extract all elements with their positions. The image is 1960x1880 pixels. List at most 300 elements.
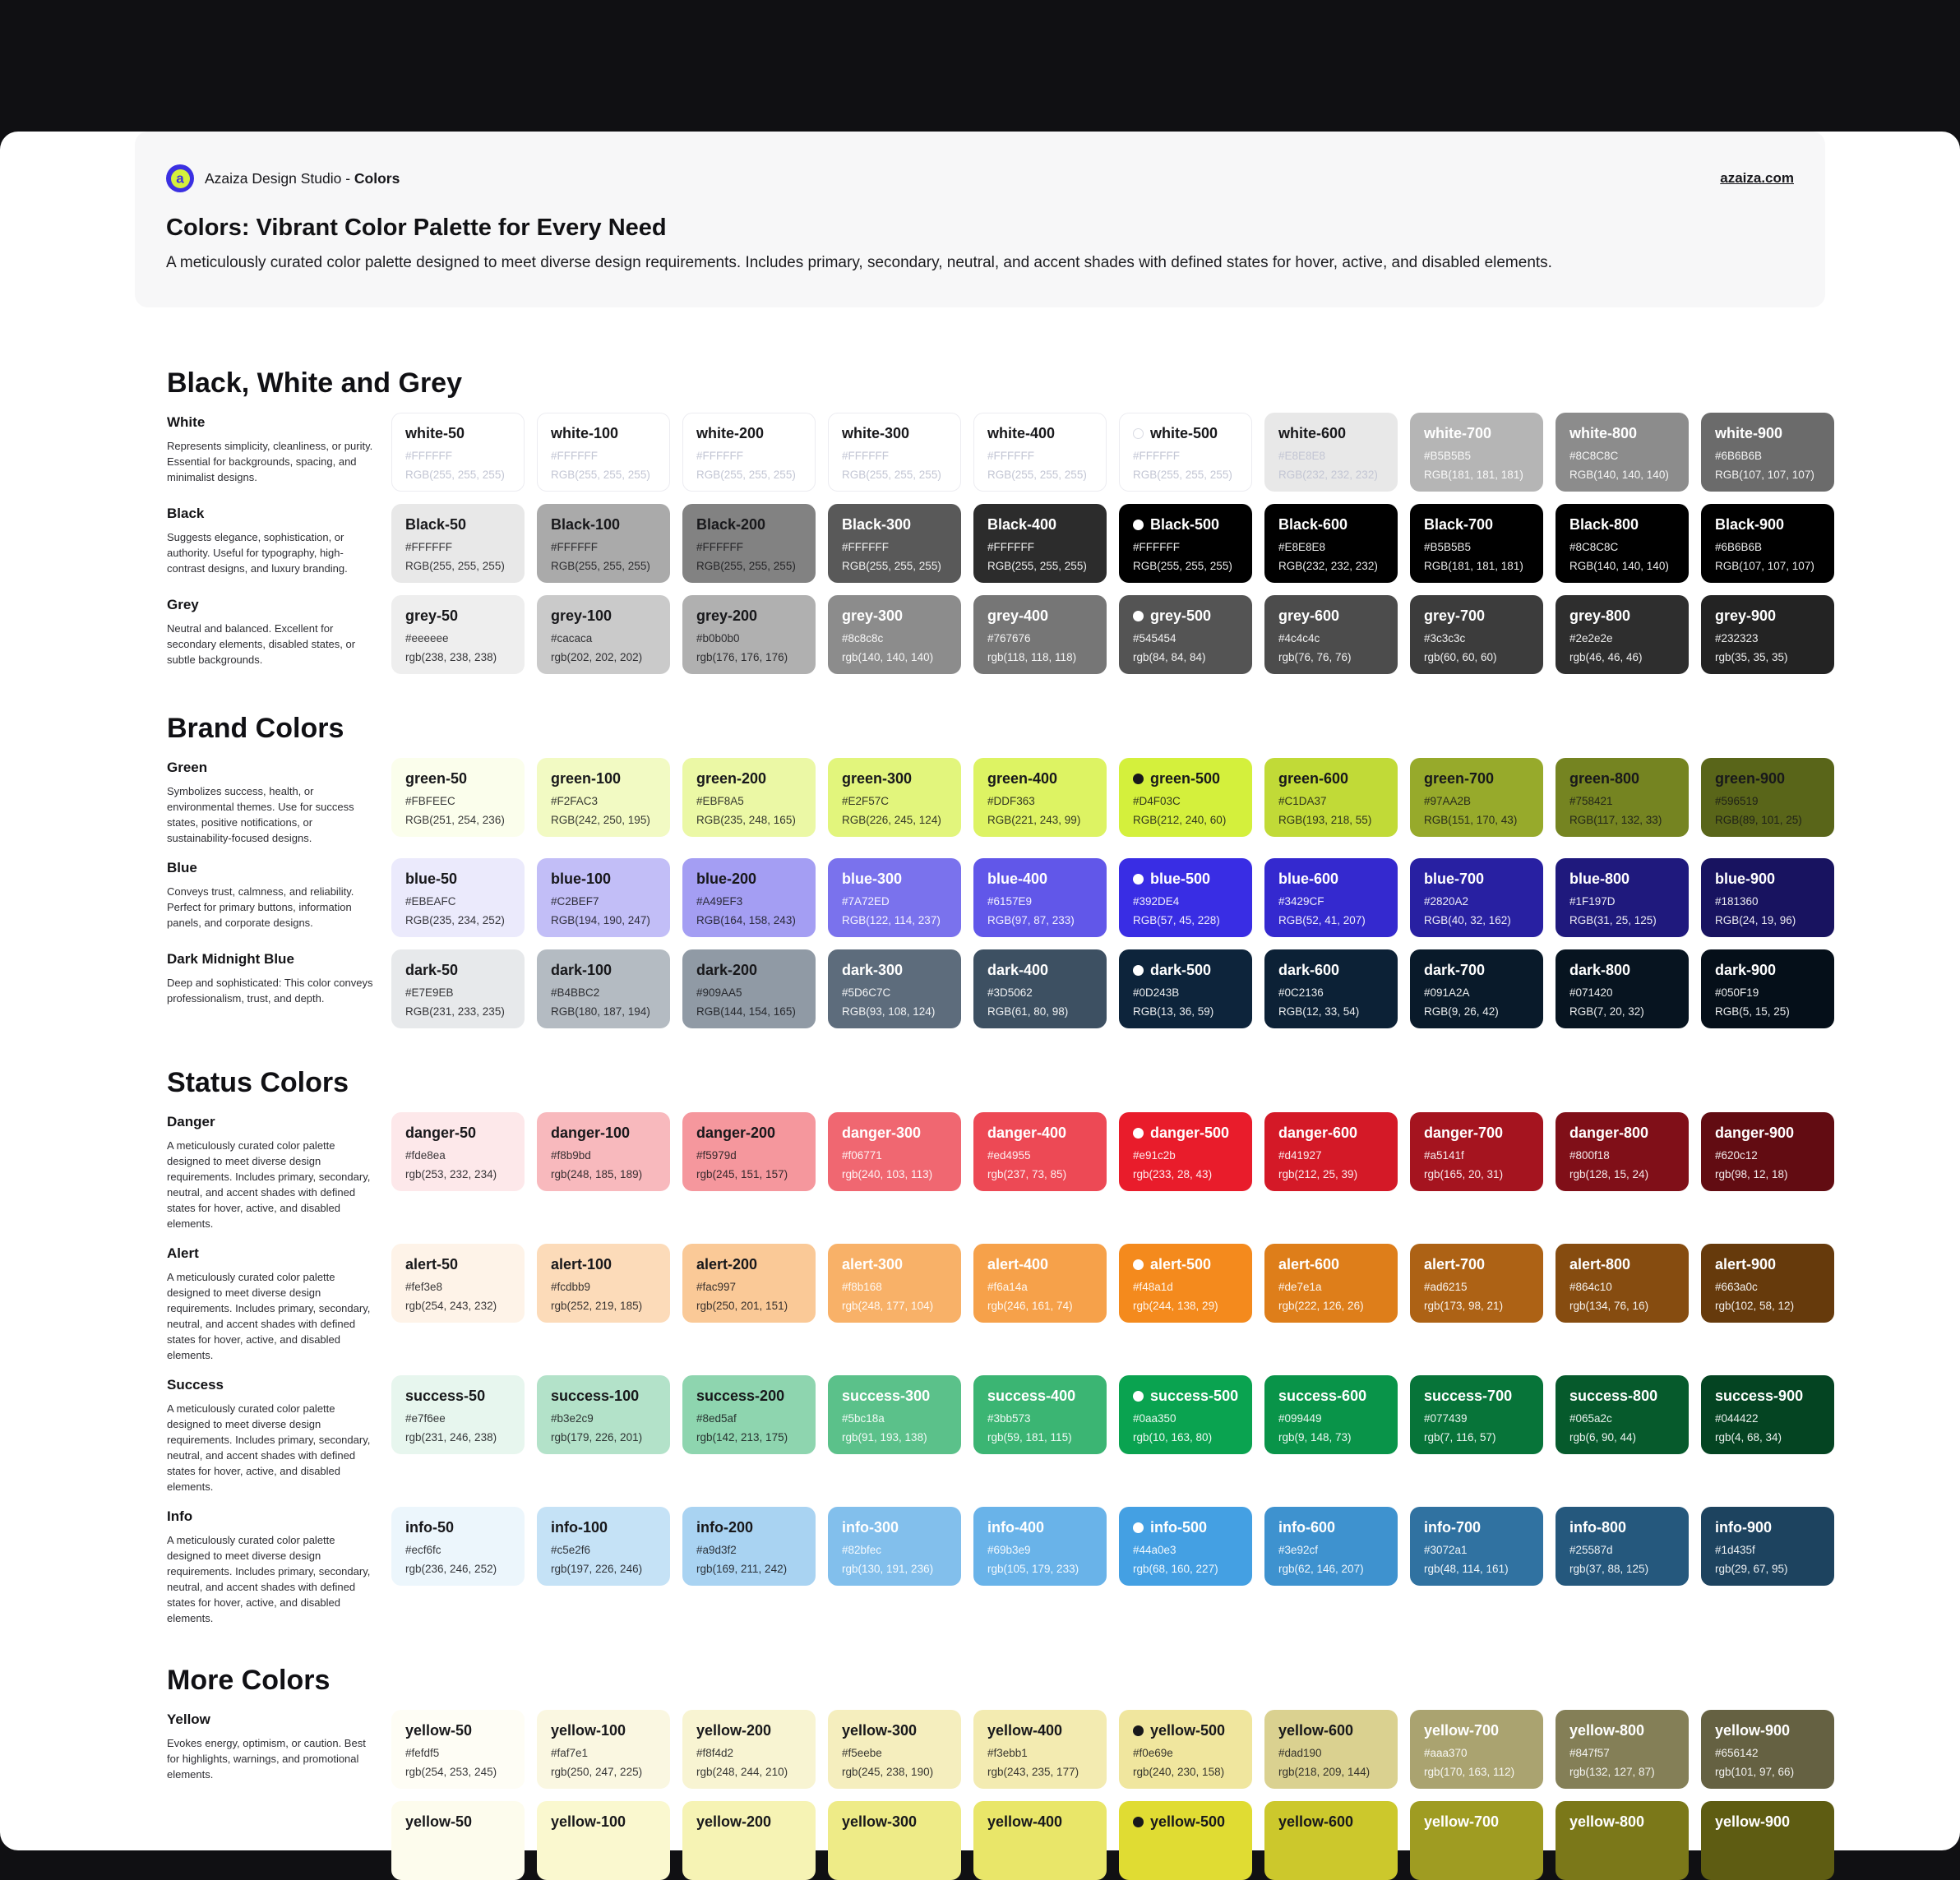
swatch-grey-100[interactable]	[537, 595, 670, 674]
swatch-blue-100[interactable]	[537, 858, 670, 937]
swatch-hex: #f8f4d2	[696, 1747, 734, 1759]
swatch-success-900[interactable]	[1701, 1375, 1834, 1454]
swatch-grey-500[interactable]	[1119, 595, 1252, 674]
swatch-blue-700[interactable]	[1410, 858, 1543, 937]
swatch-alert-100[interactable]	[537, 1244, 670, 1323]
swatch-white-200[interactable]	[682, 413, 816, 492]
swatch-hex: #fefdf5	[405, 1747, 440, 1759]
swatch-rgb: RGB(235, 248, 165)	[696, 814, 796, 826]
swatch-name: white-700	[1424, 425, 1492, 441]
swatch-danger-300[interactable]	[828, 1112, 961, 1191]
swatch-rgb: RGB(24, 19, 96)	[1715, 914, 1796, 926]
swatch-rgb: RGB(61, 80, 98)	[987, 1005, 1069, 1018]
section	[0, 367, 1960, 674]
swatch-title	[1715, 1519, 1821, 1536]
swatch-hex: #044422	[1715, 1412, 1759, 1425]
swatch-name: blue-700	[1424, 871, 1485, 887]
swatch-title	[1133, 1813, 1239, 1831]
swatch-name: alert-50	[405, 1256, 459, 1273]
swatch-info-700[interactable]	[1410, 1507, 1543, 1586]
swatch-rgb: RGB(117, 132, 33)	[1569, 814, 1662, 826]
swatch-hex: #82bfec	[842, 1544, 882, 1556]
swatch-hex: #847f57	[1569, 1747, 1610, 1759]
swatch-title	[1569, 1256, 1676, 1273]
swatch-danger-400[interactable]	[973, 1112, 1107, 1191]
row-info	[167, 758, 391, 846]
swatch-name: white-50	[405, 425, 465, 441]
section-heading: Brand Colors	[167, 713, 344, 744]
swatch-rgb: rgb(10, 163, 80)	[1133, 1431, 1213, 1443]
swatch-black-100[interactable]	[537, 504, 670, 583]
swatch-title	[842, 1256, 948, 1273]
swatch-grey-300[interactable]	[828, 595, 961, 674]
swatch-name: white-800	[1569, 425, 1638, 441]
swatch-title	[551, 1519, 657, 1536]
swatch-title	[696, 607, 802, 625]
swatch-name: white-900	[1715, 425, 1783, 441]
swatch-rgb: RGB(9, 26, 42)	[1424, 1005, 1499, 1018]
swatch-hex: #5D6C7C	[842, 986, 891, 999]
swatch-black-300[interactable]	[828, 504, 961, 583]
swatch-success-100[interactable]	[537, 1375, 670, 1454]
swatch-hex: #5bc18a	[842, 1412, 885, 1425]
swatch-white-300[interactable]	[828, 413, 961, 492]
swatch-title	[551, 1388, 657, 1405]
swatch-name: grey-300	[842, 607, 904, 624]
swatch-title	[405, 607, 511, 625]
swatch-yellow-50[interactable]	[391, 1710, 525, 1789]
swatch-name: green-600	[1278, 770, 1349, 787]
swatch-yellow-700[interactable]	[1410, 1801, 1543, 1880]
swatch-dark-50[interactable]	[391, 949, 525, 1028]
swatch-name: grey-800	[1569, 607, 1631, 624]
swatch-danger-700[interactable]	[1410, 1112, 1543, 1191]
swatch-blue-900[interactable]	[1701, 858, 1834, 937]
swatch-yellow-600[interactable]	[1264, 1801, 1398, 1880]
swatch-title	[1278, 1125, 1384, 1142]
swatch-hex: #6B6B6B	[1715, 541, 1763, 553]
swatch-title	[405, 1125, 511, 1142]
page-name: Colors	[354, 169, 400, 187]
row-label: White	[167, 414, 206, 430]
swatch-title	[551, 770, 657, 788]
swatch-title	[696, 1388, 802, 1405]
swatch-dark-300[interactable]	[828, 949, 961, 1028]
swatch-title	[1569, 1388, 1676, 1405]
brand-text	[205, 170, 400, 187]
swatch-title	[987, 1256, 1093, 1273]
swatch-rgb: rgb(237, 73, 85)	[987, 1168, 1067, 1180]
swatch-hex: #fcdbb9	[551, 1281, 591, 1293]
swatch-rgb: RGB(255, 255, 255)	[842, 469, 941, 481]
swatch-yellow-500[interactable]	[1119, 1801, 1252, 1880]
swatch-hex: #ad6215	[1424, 1281, 1468, 1293]
swatch-success-400[interactable]	[973, 1375, 1107, 1454]
swatch-title	[1715, 1722, 1821, 1739]
swatch-title	[842, 770, 948, 788]
swatch-dark-600[interactable]	[1264, 949, 1398, 1028]
swatch-title	[1424, 516, 1530, 534]
swatch-green-400[interactable]	[973, 758, 1107, 837]
swatch-black-900[interactable]	[1701, 504, 1834, 583]
swatch-dark-200[interactable]	[682, 949, 816, 1028]
swatch-name: yellow-700	[1424, 1813, 1500, 1830]
swatch-dark-400[interactable]	[973, 949, 1107, 1028]
swatch-blue-800[interactable]	[1556, 858, 1689, 937]
swatch-name: dark-800	[1569, 962, 1631, 978]
swatch-white-100[interactable]	[537, 413, 670, 492]
swatch-green-700[interactable]	[1410, 758, 1543, 837]
swatch-name: dark-200	[696, 962, 758, 978]
swatch-danger-600[interactable]	[1264, 1112, 1398, 1191]
swatch-name: yellow-600	[1278, 1722, 1354, 1739]
swatch-title	[1133, 770, 1239, 788]
swatch-blue-400[interactable]	[973, 858, 1107, 937]
swatch-title	[551, 871, 657, 888]
swatch-grey-200[interactable]	[682, 595, 816, 674]
swatch-alert-800[interactable]	[1556, 1244, 1689, 1323]
swatch-hex: #2e2e2e	[1569, 632, 1613, 644]
swatch-name: dark-700	[1424, 962, 1486, 978]
swatch-black-700[interactable]	[1410, 504, 1543, 583]
swatch-title	[1424, 871, 1530, 888]
swatch-title	[405, 1813, 511, 1831]
swatch-name: alert-400	[987, 1256, 1049, 1273]
swatch-hex: #f8b9bd	[551, 1149, 591, 1162]
swatch-black-500[interactable]	[1119, 504, 1252, 583]
swatch-rgb: rgb(169, 211, 242)	[696, 1563, 788, 1575]
swatch-hex: #909AA5	[696, 986, 742, 999]
swatch-name: blue-100	[551, 871, 612, 887]
swatch-rgb: rgb(128, 15, 24)	[1569, 1168, 1649, 1180]
swatch-black-50[interactable]	[391, 504, 525, 583]
swatch-name: Black-200	[696, 516, 766, 533]
base-color-dot-icon	[1133, 1725, 1144, 1736]
swatch-name: info-800	[1569, 1519, 1627, 1536]
swatch-blue-600[interactable]	[1264, 858, 1398, 937]
swatch-alert-200[interactable]	[682, 1244, 816, 1323]
swatch-title	[1715, 1125, 1821, 1142]
swatch-title	[551, 607, 657, 625]
swatch-name: Black-700	[1424, 516, 1494, 533]
swatch-rgb: rgb(197, 226, 246)	[551, 1563, 643, 1575]
row-description: Conveys trust, calmness, and reliability. Perfect for primary buttons, information panels, and corporate designs.	[167, 885, 354, 929]
swatch-blue-200[interactable]	[682, 858, 816, 937]
row-label: Grey	[167, 597, 199, 612]
swatch-title	[696, 1256, 802, 1273]
swatch-dark-700[interactable]	[1410, 949, 1543, 1028]
swatch-rgb: rgb(98, 12, 18)	[1715, 1168, 1788, 1180]
swatch-green-900[interactable]	[1701, 758, 1834, 837]
swatch-green-200[interactable]	[682, 758, 816, 837]
swatch-grey-900[interactable]	[1701, 595, 1834, 674]
swatch-rgb: RGB(232, 232, 232)	[1278, 469, 1378, 481]
row-label: Yellow	[167, 1711, 210, 1727]
swatch-rgb: rgb(248, 185, 189)	[551, 1168, 643, 1180]
swatch-black-400[interactable]	[973, 504, 1107, 583]
swatch-name: blue-800	[1569, 871, 1630, 887]
swatch-yellow-800[interactable]	[1556, 1801, 1689, 1880]
swatch-hex: #a9d3f2	[696, 1544, 737, 1556]
swatch-name: yellow-200	[696, 1813, 772, 1830]
swatch-rgb: RGB(12, 33, 54)	[1278, 1005, 1360, 1018]
swatch-rgb: rgb(240, 103, 113)	[842, 1168, 933, 1180]
swatch-hex: #8ed5af	[696, 1412, 737, 1425]
swatch-green-50[interactable]	[391, 758, 525, 837]
swatch-alert-300[interactable]	[828, 1244, 961, 1323]
swatch-info-50[interactable]	[391, 1507, 525, 1586]
swatch-danger-200[interactable]	[682, 1112, 816, 1191]
swatch-success-600[interactable]	[1264, 1375, 1398, 1454]
swatch-alert-700[interactable]	[1410, 1244, 1543, 1323]
swatch-danger-500[interactable]	[1119, 1112, 1252, 1191]
swatch-name: dark-50	[405, 962, 459, 978]
swatch-name: yellow-600	[1278, 1813, 1354, 1830]
swatch-grey-50[interactable]	[391, 595, 525, 674]
swatch-hex: #077439	[1424, 1412, 1468, 1425]
swatch-info-100[interactable]	[537, 1507, 670, 1586]
swatch-black-800[interactable]	[1556, 504, 1689, 583]
swatch-info-300[interactable]	[828, 1507, 961, 1586]
azaiza-logo-icon[interactable]	[166, 164, 194, 192]
swatch-name: yellow-300	[842, 1813, 918, 1830]
swatch-name: green-800	[1569, 770, 1640, 787]
swatch-name: Black-300	[842, 516, 912, 533]
swatch-rgb: RGB(107, 107, 107)	[1715, 469, 1814, 481]
swatch-rgb: RGB(107, 107, 107)	[1715, 560, 1814, 572]
swatch-rgb: rgb(231, 246, 238)	[405, 1431, 497, 1443]
swatch-yellow-100[interactable]	[537, 1710, 670, 1789]
swatch-green-100[interactable]	[537, 758, 670, 837]
swatch-rgb: RGB(140, 140, 140)	[1569, 469, 1669, 481]
swatch-hex: #EBF8A5	[696, 795, 744, 807]
swatch-hex: #800f18	[1569, 1149, 1610, 1162]
swatch-yellow-400[interactable]	[973, 1801, 1107, 1880]
swatch-dark-800[interactable]	[1556, 949, 1689, 1028]
swatch-name: blue-500	[1150, 871, 1211, 887]
swatch-white-900[interactable]	[1701, 413, 1834, 492]
swatch-info-500[interactable]	[1119, 1507, 1252, 1586]
swatch-blue-300[interactable]	[828, 858, 961, 937]
swatch-title	[1278, 1519, 1384, 1536]
swatch-green-300[interactable]	[828, 758, 961, 837]
swatch-title	[1715, 962, 1821, 979]
swatch-green-500[interactable]	[1119, 758, 1252, 837]
swatch-name: success-100	[551, 1388, 640, 1404]
swatch-rgb: rgb(170, 163, 112)	[1424, 1766, 1515, 1778]
swatch-rgb: RGB(31, 25, 125)	[1569, 914, 1657, 926]
swatch-title	[1278, 871, 1384, 888]
swatch-title	[696, 425, 802, 442]
swatch-rgb: rgb(91, 193, 138)	[842, 1431, 927, 1443]
swatch-rgb: RGB(231, 233, 235)	[405, 1005, 505, 1018]
swatch-title	[405, 1519, 511, 1536]
swatch-success-50[interactable]	[391, 1375, 525, 1454]
swatch-white-600[interactable]	[1264, 413, 1398, 492]
swatch-yellow-800[interactable]	[1556, 1710, 1689, 1789]
swatch-hex: #B4BBC2	[551, 986, 600, 999]
palette	[0, 367, 1960, 1880]
swatch-danger-900[interactable]	[1701, 1112, 1834, 1191]
swatch-hex: #065a2c	[1569, 1412, 1612, 1425]
swatch-alert-500[interactable]	[1119, 1244, 1252, 1323]
swatch-info-800[interactable]	[1556, 1507, 1689, 1586]
swatch-rgb: RGB(255, 255, 255)	[551, 469, 650, 481]
swatch-yellow-100[interactable]	[537, 1801, 670, 1880]
swatch-rgb: rgb(35, 35, 35)	[1715, 651, 1788, 663]
swatch-dark-900[interactable]	[1701, 949, 1834, 1028]
swatch-title	[1424, 1388, 1530, 1405]
swatch-rgb: rgb(59, 181, 115)	[987, 1431, 1072, 1443]
swatch-hex: #fde8ea	[405, 1149, 446, 1162]
swatch-yellow-900[interactable]	[1701, 1801, 1834, 1880]
swatch-title	[1424, 1519, 1530, 1536]
swatch-danger-800[interactable]	[1556, 1112, 1689, 1191]
swatch-title	[987, 1125, 1093, 1142]
swatch-list	[391, 858, 1834, 937]
swatch-white-500[interactable]	[1119, 413, 1252, 492]
swatch-green-600[interactable]	[1264, 758, 1398, 837]
swatch-title	[987, 1388, 1093, 1405]
swatch-grey-800[interactable]	[1556, 595, 1689, 674]
swatch-dark-500[interactable]	[1119, 949, 1252, 1028]
swatch-title	[1569, 1519, 1676, 1536]
swatch-list	[391, 949, 1834, 1028]
swatch-yellow-200[interactable]	[682, 1801, 816, 1880]
swatch-blue-50[interactable]	[391, 858, 525, 937]
swatch-hex: #7A72ED	[842, 895, 890, 908]
swatch-yellow-50[interactable]	[391, 1801, 525, 1880]
swatch-title	[696, 770, 802, 788]
swatch-green-800[interactable]	[1556, 758, 1689, 837]
swatch-name: grey-500	[1150, 607, 1212, 624]
swatch-success-500[interactable]	[1119, 1375, 1252, 1454]
swatch-danger-50[interactable]	[391, 1112, 525, 1191]
swatch-hex: #a5141f	[1424, 1149, 1464, 1162]
swatch-title	[1569, 1722, 1676, 1739]
row-description: A meticulously curated color palette designed to meet diverse design requirements. Includes primary, secondary, neutral, and accent shades with defined states for hover, active, and disabled elements.	[167, 1139, 371, 1230]
swatch-info-400[interactable]	[973, 1507, 1107, 1586]
swatch-name: blue-600	[1278, 871, 1339, 887]
swatch-alert-600[interactable]	[1264, 1244, 1398, 1323]
swatch-hex: #B5B5B5	[1424, 541, 1472, 553]
swatch-hex: #3429CF	[1278, 895, 1324, 908]
swatch-info-200[interactable]	[682, 1507, 816, 1586]
swatch-title	[1278, 607, 1384, 625]
swatch-name: danger-800	[1569, 1125, 1649, 1141]
site-link[interactable]: azaiza.com	[1720, 170, 1794, 186]
swatch-blue-500[interactable]	[1119, 858, 1252, 937]
swatch-success-200[interactable]	[682, 1375, 816, 1454]
swatch-hex: #656142	[1715, 1747, 1759, 1759]
swatch-title	[987, 516, 1093, 534]
swatch-name: green-400	[987, 770, 1058, 787]
swatch-success-300[interactable]	[828, 1375, 961, 1454]
swatch-yellow-600[interactable]	[1264, 1710, 1398, 1789]
swatch-title	[1133, 962, 1239, 979]
swatch-hex: #b3e2c9	[551, 1412, 594, 1425]
swatch-hex: #E7E9EB	[405, 986, 454, 999]
swatch-hex: #C2BEF7	[551, 895, 599, 908]
swatch-alert-50[interactable]	[391, 1244, 525, 1323]
swatch-hex: #cacaca	[551, 632, 593, 644]
swatch-hex: #FFFFFF	[842, 450, 889, 462]
swatch-yellow-300[interactable]	[828, 1801, 961, 1880]
swatch-rgb: rgb(250, 201, 151)	[696, 1300, 788, 1312]
swatch-name: yellow-400	[987, 1722, 1063, 1739]
swatch-yellow-200[interactable]	[682, 1710, 816, 1789]
swatch-dark-100[interactable]	[537, 949, 670, 1028]
swatch-white-400[interactable]	[973, 413, 1107, 492]
swatch-rgb: RGB(255, 255, 255)	[696, 469, 796, 481]
azaiza-logo-inner	[171, 169, 190, 188]
swatch-yellow-500[interactable]	[1119, 1710, 1252, 1789]
swatch-name: grey-50	[405, 607, 459, 624]
swatch-info-900[interactable]	[1701, 1507, 1834, 1586]
swatch-grey-600[interactable]	[1264, 595, 1398, 674]
swatch-yellow-700[interactable]	[1410, 1710, 1543, 1789]
swatch-hex: #44a0e3	[1133, 1544, 1176, 1556]
swatch-hex: #fef3e8	[405, 1281, 443, 1293]
swatch-grey-700[interactable]	[1410, 595, 1543, 674]
swatch-name: grey-900	[1715, 607, 1777, 624]
swatch-title	[1569, 770, 1676, 788]
base-color-dot-icon	[1133, 611, 1144, 621]
swatch-name: grey-600	[1278, 607, 1340, 624]
swatch-rgb: rgb(248, 177, 104)	[842, 1300, 934, 1312]
swatch-rgb: RGB(122, 114, 237)	[842, 914, 941, 926]
swatch-rgb: RGB(7, 20, 32)	[1569, 1005, 1644, 1018]
swatch-success-700[interactable]	[1410, 1375, 1543, 1454]
swatch-white-800[interactable]	[1556, 413, 1689, 492]
swatch-alert-400[interactable]	[973, 1244, 1107, 1323]
swatch-success-800[interactable]	[1556, 1375, 1689, 1454]
swatch-hex: #97AA2B	[1424, 795, 1472, 807]
swatch-rgb: RGB(255, 255, 255)	[987, 560, 1087, 572]
swatch-hex: #f3ebb1	[987, 1747, 1028, 1759]
swatch-title	[405, 871, 511, 888]
swatch-title	[1278, 962, 1384, 979]
swatch-name: success-200	[696, 1388, 785, 1404]
swatch-white-50[interactable]	[391, 413, 525, 492]
swatch-info-600[interactable]	[1264, 1507, 1398, 1586]
base-color-dot-icon	[1133, 1259, 1144, 1270]
swatch-white-700[interactable]	[1410, 413, 1543, 492]
swatch-hex: #3D5062	[987, 986, 1033, 999]
swatch-name: yellow-500	[1150, 1813, 1226, 1830]
swatch-name: info-700	[1424, 1519, 1482, 1536]
swatch-list	[391, 1244, 1834, 1323]
swatch-rgb: rgb(105, 179, 233)	[987, 1563, 1079, 1575]
base-color-dot-icon	[1133, 874, 1144, 885]
palette-row-yellow-2	[167, 1801, 1960, 1880]
swatch-name: green-200	[696, 770, 767, 787]
swatch-black-200[interactable]	[682, 504, 816, 583]
swatch-grey-400[interactable]	[973, 595, 1107, 674]
swatch-yellow-900[interactable]	[1701, 1710, 1834, 1789]
swatch-black-600[interactable]	[1264, 504, 1398, 583]
swatch-danger-100[interactable]	[537, 1112, 670, 1191]
swatch-name: blue-300	[842, 871, 903, 887]
swatch-title	[987, 770, 1093, 788]
swatch-rgb: RGB(242, 250, 195)	[551, 814, 650, 826]
swatch-title	[405, 962, 511, 979]
swatch-rgb: rgb(248, 244, 210)	[696, 1766, 788, 1778]
swatch-alert-900[interactable]	[1701, 1244, 1834, 1323]
swatch-yellow-300[interactable]	[828, 1710, 961, 1789]
swatch-title	[1133, 425, 1239, 442]
swatch-yellow-400[interactable]	[973, 1710, 1107, 1789]
